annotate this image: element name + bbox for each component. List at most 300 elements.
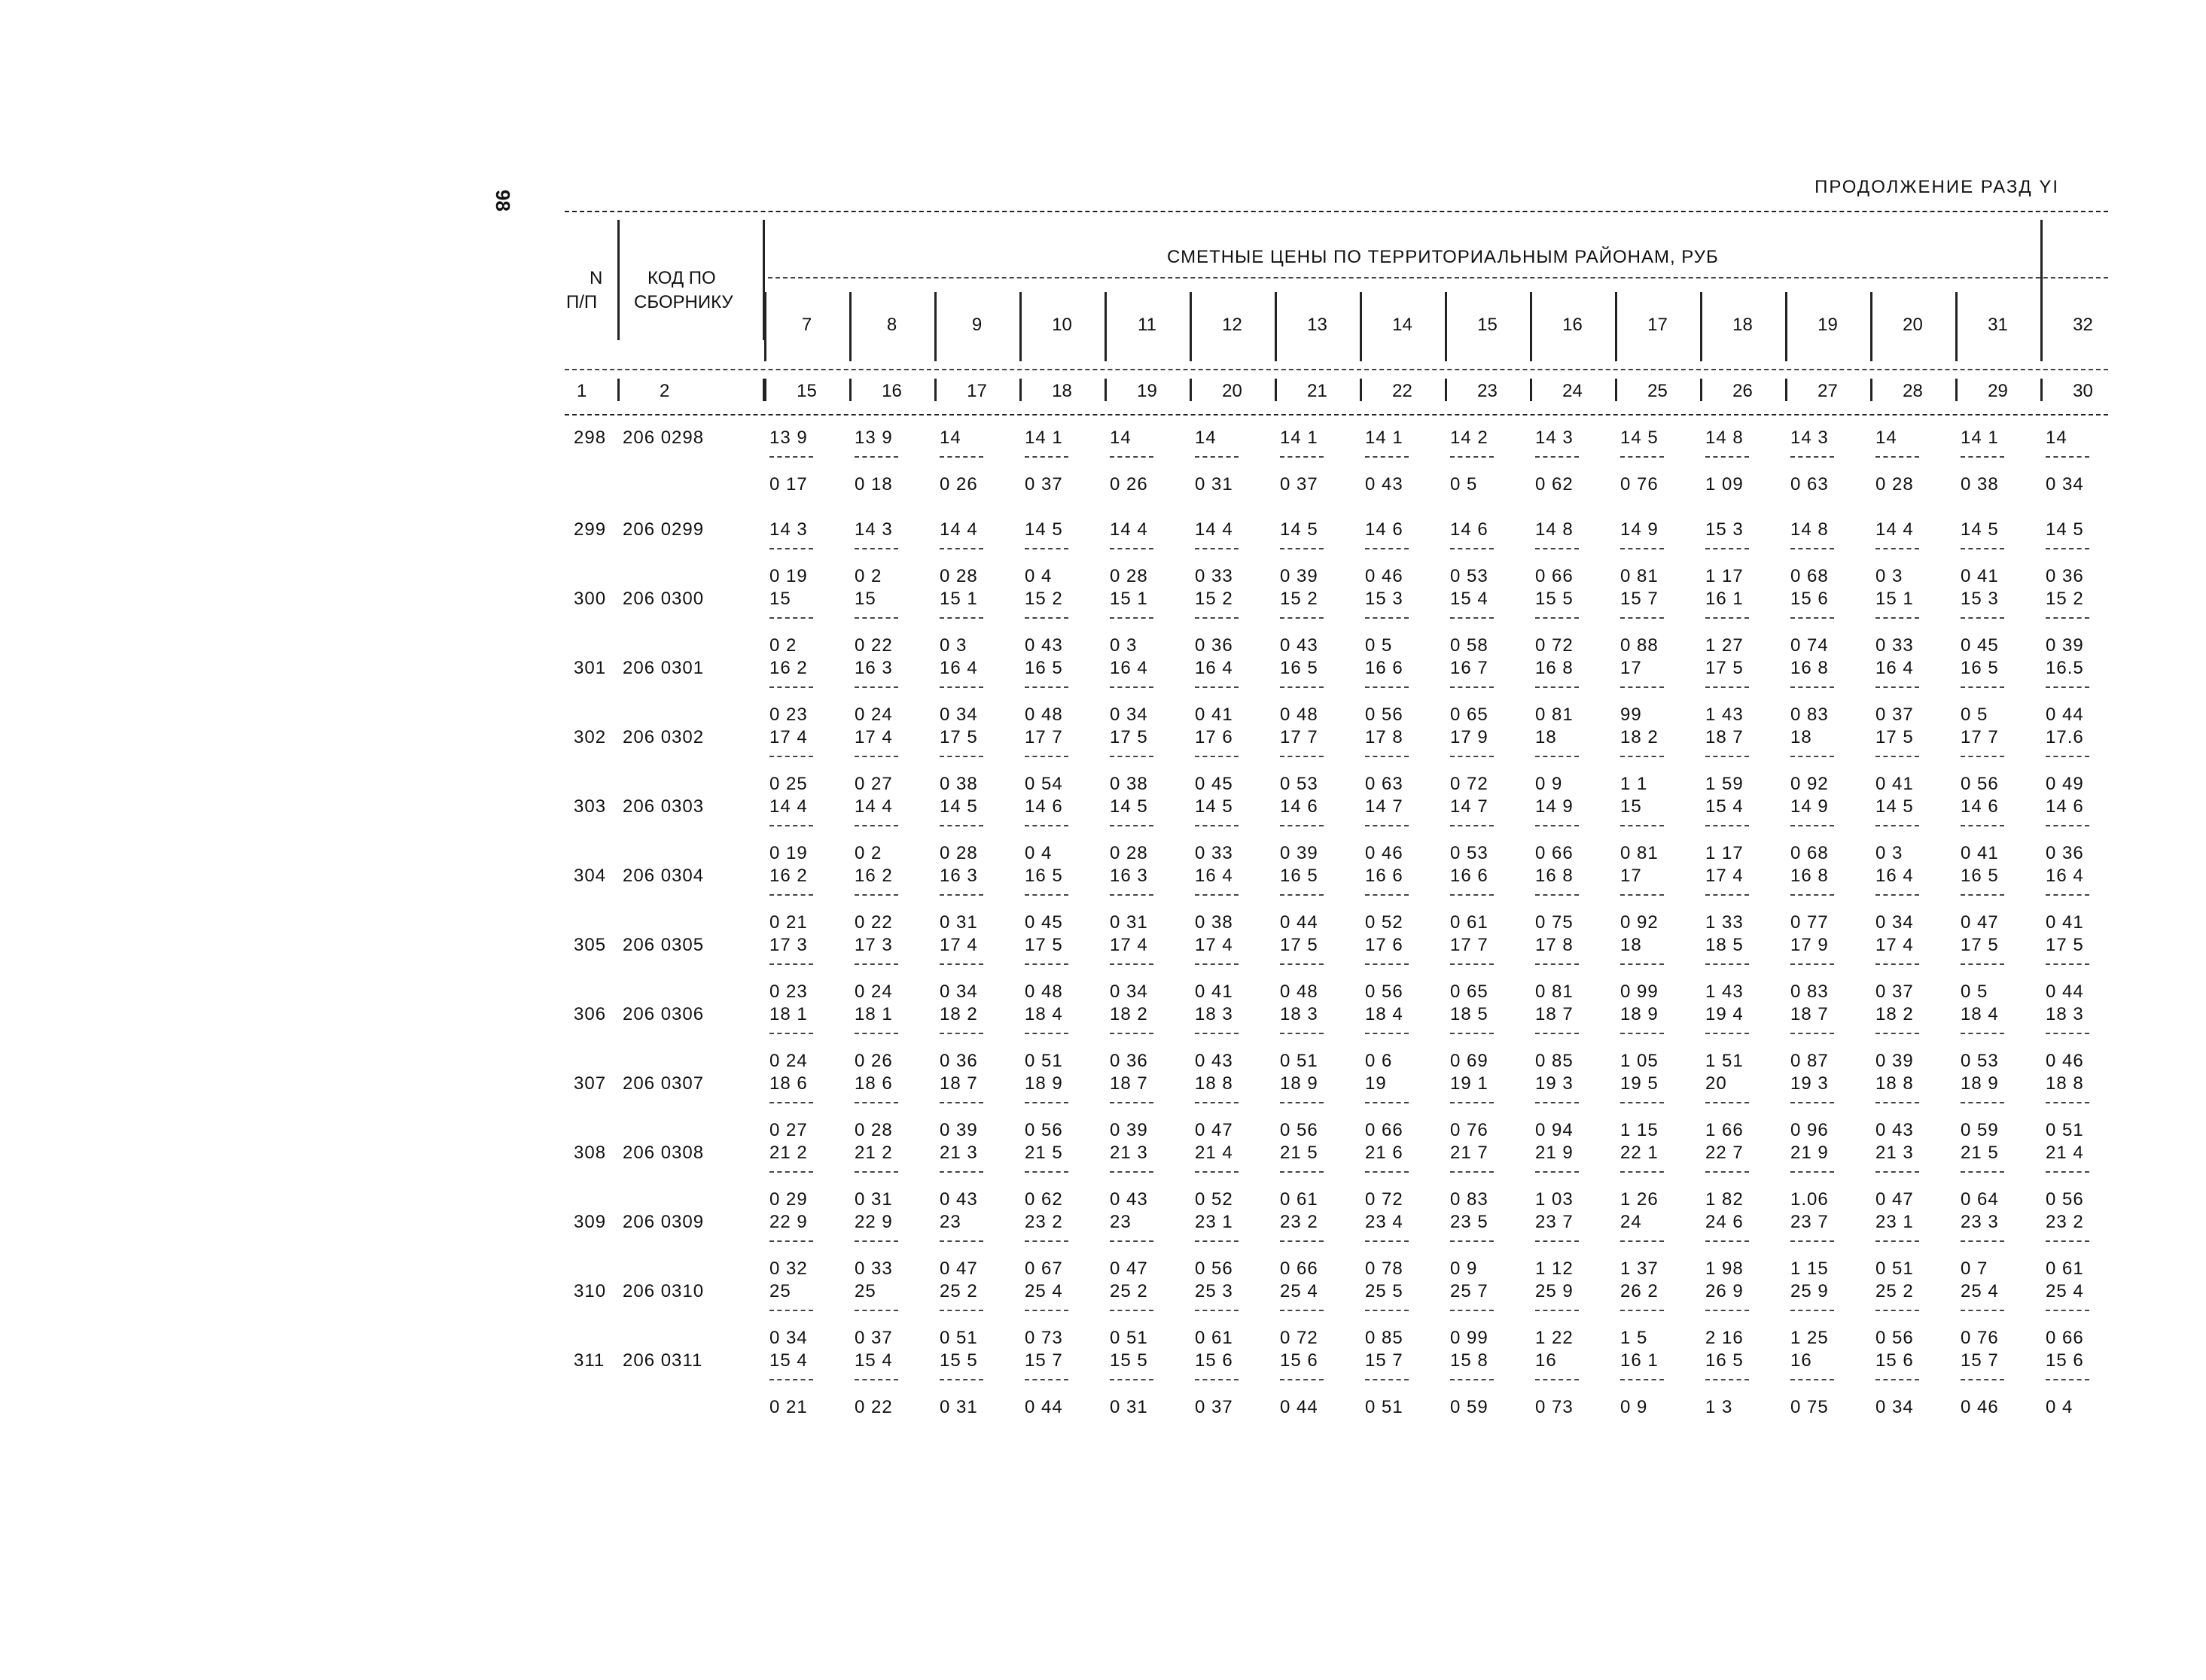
fraction-separator <box>1365 548 1409 549</box>
fraction-separator <box>1705 456 1749 458</box>
price-value: 15 3 <box>1961 589 1999 609</box>
row-number: 311 <box>574 1350 605 1371</box>
price-value: 17 5 <box>940 727 978 747</box>
fraction-separator <box>1620 1310 1664 1311</box>
price-value: 15 1 <box>1875 589 1914 609</box>
price-value: 18 <box>1790 727 1812 747</box>
fraction-separator <box>940 894 983 896</box>
fraction-separator <box>1535 1033 1579 1034</box>
price-value: 25 9 <box>1790 1281 1829 1301</box>
fraction-separator <box>1025 1102 1068 1103</box>
price-value-secondary: 1 51 <box>1705 1051 1744 1071</box>
price-value-secondary: 0 34 <box>1110 982 1148 1002</box>
price-value-secondary: 0 59 <box>1961 1120 1999 1140</box>
fraction-separator <box>1875 825 1919 826</box>
fraction-separator <box>1365 1310 1409 1311</box>
price-value-secondary: 0 28 <box>1110 843 1148 863</box>
price-value-secondary: 0 47 <box>1875 1189 1914 1210</box>
fraction-separator <box>855 963 898 965</box>
fraction-separator <box>1961 894 2004 896</box>
index-divider <box>1190 379 1192 401</box>
price-value-secondary: 0 61 <box>1195 1328 1233 1348</box>
fraction-separator <box>1875 617 1919 619</box>
price-value-secondary: 0 53 <box>1450 843 1488 863</box>
price-value: 17 <box>1620 866 1642 886</box>
price-value-secondary: 0 53 <box>1961 1051 1999 1071</box>
price-value: 14 <box>940 428 961 448</box>
price-value-secondary: 0 83 <box>1790 982 1829 1002</box>
price-value-secondary: 1.06 <box>1790 1189 1829 1210</box>
fraction-separator <box>1620 894 1664 896</box>
price-value: 18 7 <box>1535 1004 1574 1024</box>
price-value-secondary: 0 4 <box>1025 566 1053 586</box>
price-value-secondary: 0 34 <box>769 1328 808 1348</box>
price-value: 14 3 <box>855 519 893 540</box>
fraction-separator <box>1705 963 1749 965</box>
fraction-separator <box>1535 456 1579 458</box>
row-code: 206 0309 <box>623 1212 705 1232</box>
district-number: 11 <box>1138 315 1156 335</box>
fraction-separator <box>1535 1102 1579 1103</box>
fraction-separator <box>1961 1310 2004 1311</box>
fraction-separator <box>1195 617 1239 619</box>
fraction-separator <box>1620 1240 1664 1242</box>
row-code: 206 0299 <box>623 519 705 540</box>
price-value-secondary: 0 38 <box>1961 474 1999 495</box>
price-value-secondary: 0 73 <box>1535 1397 1574 1417</box>
price-value-secondary: 0 43 <box>1110 1189 1148 1210</box>
price-value: 14 9 <box>1535 796 1574 817</box>
price-value: 14 5 <box>2046 519 2084 540</box>
fraction-separator <box>1195 963 1239 965</box>
fraction-separator <box>1705 1379 1749 1380</box>
fraction-separator <box>1110 963 1153 965</box>
fraction-separator <box>1365 1171 1409 1173</box>
price-value: 14 5 <box>1961 519 1999 540</box>
fraction-separator <box>1535 1310 1579 1311</box>
fraction-separator <box>1705 1171 1749 1173</box>
fraction-separator <box>1110 1240 1153 1242</box>
price-value-secondary: 0 75 <box>1535 912 1574 933</box>
price-value: 25 4 <box>1025 1281 1063 1301</box>
price-value: 14 8 <box>1535 519 1574 540</box>
price-value: 20 <box>1705 1073 1727 1094</box>
price-value: 16 3 <box>1110 866 1148 886</box>
price-value-secondary: 0 21 <box>769 912 808 933</box>
index-number: 28 <box>1903 381 1923 401</box>
price-value-secondary: 0 59 <box>1450 1397 1488 1417</box>
fraction-separator <box>1110 686 1153 688</box>
fraction-separator <box>1875 1240 1919 1242</box>
fraction-separator <box>1535 894 1579 896</box>
fraction-separator <box>769 548 813 549</box>
fraction-separator <box>855 686 898 688</box>
price-value-secondary: 0 51 <box>1110 1328 1148 1348</box>
district-divider <box>1700 292 1702 361</box>
header-col-code: КОД ПО <box>647 268 716 288</box>
fraction-separator <box>1025 1240 1068 1242</box>
index-col-2: 2 <box>660 381 670 401</box>
price-value-secondary: 0 39 <box>940 1120 978 1140</box>
fraction-separator <box>1705 756 1749 757</box>
fraction-separator <box>1450 686 1494 688</box>
district-number: 20 <box>1903 315 1923 335</box>
price-value-secondary: 0 36 <box>940 1051 978 1071</box>
price-value: 14 <box>1875 428 1897 448</box>
fraction-separator <box>1110 1033 1153 1034</box>
fraction-separator <box>1450 1033 1494 1034</box>
price-value: 17 4 <box>940 935 978 955</box>
price-value-secondary: 0 34 <box>1875 1397 1914 1417</box>
fraction-separator <box>1961 756 2004 757</box>
price-value: 15 6 <box>1280 1350 1318 1371</box>
price-value: 17 9 <box>1450 727 1488 747</box>
fraction-separator <box>1875 894 1919 896</box>
fraction-separator <box>1790 1033 1834 1034</box>
price-value-secondary: 0 39 <box>1280 566 1318 586</box>
fraction-separator <box>1961 1379 2004 1380</box>
price-value: 14 3 <box>769 519 808 540</box>
price-value-secondary: 0 36 <box>1110 1051 1148 1071</box>
price-value: 17 4 <box>1875 935 1914 955</box>
fraction-separator <box>1705 1033 1749 1034</box>
price-value: 16 3 <box>940 866 978 886</box>
price-value-secondary: 0 33 <box>1875 635 1914 656</box>
price-value: 15 1 <box>1110 589 1148 609</box>
fraction-separator <box>1280 548 1324 549</box>
price-value-secondary: 0 41 <box>2046 912 2084 933</box>
price-value-secondary: 0 43 <box>1875 1120 1914 1140</box>
price-value: 13 9 <box>855 428 893 448</box>
price-value: 16 4 <box>1875 866 1914 886</box>
price-value-secondary: 0 66 <box>2046 1328 2084 1348</box>
price-value: 14 8 <box>1705 428 1744 448</box>
price-value-secondary: 1 05 <box>1620 1051 1659 1071</box>
price-value: 16 4 <box>1110 658 1148 678</box>
price-value-secondary: 0 33 <box>1195 566 1233 586</box>
price-value: 23 <box>940 1212 961 1232</box>
fraction-separator <box>1195 1171 1239 1173</box>
continuation-title: ПРОДОЛЖЕНИЕ РАЗД YI <box>1814 177 2059 197</box>
price-value: 23 1 <box>1195 1212 1233 1232</box>
fraction-separator <box>855 456 898 458</box>
price-value-secondary: 0 2 <box>769 635 797 656</box>
price-value-secondary: 0 94 <box>1535 1120 1574 1140</box>
fraction-separator <box>1705 1310 1749 1311</box>
fraction-separator <box>1535 963 1579 965</box>
fraction-separator <box>940 1240 983 1242</box>
district-number: 31 <box>1988 315 2008 335</box>
price-value-secondary: 0 77 <box>1790 912 1829 933</box>
fraction-separator <box>1280 894 1324 896</box>
price-value-secondary: 0 43 <box>1365 474 1403 495</box>
price-value: 14 7 <box>1450 796 1488 817</box>
price-value-secondary: 0 3 <box>1875 843 1903 863</box>
price-value: 14 5 <box>1875 796 1914 817</box>
fraction-separator <box>1961 686 2004 688</box>
price-value-secondary: 0 5 <box>1450 474 1478 495</box>
fraction-separator <box>1110 617 1153 619</box>
row-code: 206 0301 <box>623 658 705 678</box>
fraction-separator <box>2046 456 2089 458</box>
fraction-separator <box>1025 1310 1068 1311</box>
price-value-secondary: 0 81 <box>1620 843 1659 863</box>
fraction-separator <box>1365 894 1409 896</box>
fraction-separator <box>940 825 983 826</box>
price-value: 14 <box>1195 428 1217 448</box>
price-value: 17 5 <box>1961 935 1999 955</box>
price-value: 16 5 <box>1961 866 1999 886</box>
price-value: 18 <box>1535 727 1557 747</box>
fraction-separator <box>1450 1102 1494 1103</box>
price-value-secondary: 0 44 <box>2046 705 2084 725</box>
fraction-separator <box>1025 1171 1068 1173</box>
fraction-separator <box>1535 686 1579 688</box>
index-number: 23 <box>1477 381 1498 401</box>
price-value-secondary: 0 78 <box>1365 1258 1403 1279</box>
index-number: 22 <box>1392 381 1412 401</box>
row-number: 309 <box>574 1212 607 1232</box>
price-value: 16 2 <box>769 866 808 886</box>
price-value: 14 8 <box>1790 519 1829 540</box>
price-value-secondary: 0 44 <box>1025 1397 1063 1417</box>
price-value: 16 5 <box>1961 658 1999 678</box>
price-value-secondary: 0 36 <box>2046 843 2084 863</box>
price-value: 19 1 <box>1450 1073 1488 1094</box>
price-value: 18 8 <box>1195 1073 1233 1094</box>
price-value-secondary: 0 34 <box>2046 474 2084 495</box>
price-value-secondary: 0 38 <box>1110 774 1148 794</box>
price-value-secondary: 0 85 <box>1535 1051 1574 1071</box>
price-value: 23 7 <box>1790 1212 1829 1232</box>
fraction-separator <box>1705 686 1749 688</box>
row-code: 206 0311 <box>623 1350 703 1371</box>
fraction-separator <box>855 1310 898 1311</box>
price-value-secondary: 0 76 <box>1961 1328 1999 1348</box>
price-value-secondary: 0 41 <box>1195 705 1233 725</box>
fraction-separator <box>1875 1033 1919 1034</box>
index-divider <box>1019 379 1022 401</box>
fraction-separator <box>1535 1240 1579 1242</box>
district-number: 12 <box>1222 315 1242 335</box>
fraction-separator <box>1195 1379 1239 1380</box>
price-value-secondary: 0 56 <box>1365 705 1403 725</box>
price-value-secondary: 0 81 <box>1535 982 1574 1002</box>
fraction-separator <box>1705 1102 1749 1103</box>
group-title: СМЕТНЫЕ ЦЕНЫ ПО ТЕРРИТОРИАЛЬНЫМ РАЙОНАМ, РУБ <box>1167 247 1719 267</box>
price-value: 18 2 <box>1620 727 1659 747</box>
price-value: 15 7 <box>1961 1350 1999 1371</box>
price-value-secondary: 0 99 <box>1620 982 1659 1002</box>
fraction-separator <box>855 548 898 549</box>
fraction-separator <box>1280 1171 1324 1173</box>
price-value: 16 5 <box>1280 658 1318 678</box>
price-value-secondary: 0 26 <box>1110 474 1148 495</box>
price-value: 19 <box>1365 1073 1387 1094</box>
price-value: 21 7 <box>1450 1143 1488 1163</box>
row-code: 206 0308 <box>623 1143 705 1163</box>
price-value: 18 3 <box>2046 1004 2084 1024</box>
price-value: 17 6 <box>1195 727 1233 747</box>
price-value-secondary: 0 28 <box>1110 566 1148 586</box>
price-value-secondary: 1 12 <box>1535 1258 1574 1279</box>
fraction-separator <box>1110 825 1153 826</box>
index-divider <box>1360 379 1362 401</box>
price-value: 18 8 <box>2046 1073 2084 1094</box>
fraction-separator <box>940 1310 983 1311</box>
fraction-separator <box>769 894 813 896</box>
index-divider-n <box>617 379 620 401</box>
fraction-separator <box>769 1310 813 1311</box>
price-value-secondary: 0 66 <box>1535 843 1574 863</box>
price-value-secondary: 1 43 <box>1705 705 1744 725</box>
price-value-secondary: 0 31 <box>1110 912 1148 933</box>
price-value-secondary: 1 59 <box>1705 774 1744 794</box>
price-value-secondary: 0 37 <box>1875 982 1914 1002</box>
index-number: 24 <box>1562 381 1583 401</box>
fraction-separator <box>1110 456 1153 458</box>
price-value: 25 5 <box>1365 1281 1403 1301</box>
price-value: 15 6 <box>1195 1350 1233 1371</box>
price-value-secondary: 0 68 <box>1790 566 1829 586</box>
price-value: 14 <box>1110 428 1132 448</box>
price-value: 15 5 <box>940 1350 978 1371</box>
fraction-separator <box>1110 756 1153 757</box>
price-value-secondary: 0 44 <box>1280 912 1318 933</box>
price-value-secondary: 0 96 <box>1790 1120 1829 1140</box>
index-number: 27 <box>1818 381 1838 401</box>
price-value: 21 9 <box>1535 1143 1574 1163</box>
district-divider <box>2040 292 2043 361</box>
fraction-separator <box>1790 617 1834 619</box>
price-value: 24 <box>1620 1212 1642 1232</box>
price-value-secondary: 0 64 <box>1961 1189 1999 1210</box>
price-value: 15 4 <box>769 1350 808 1371</box>
price-value: 18 7 <box>1110 1073 1148 1094</box>
price-value-secondary: 0 52 <box>1365 912 1403 933</box>
fraction-separator <box>1875 1171 1919 1173</box>
fraction-separator <box>1535 825 1579 826</box>
price-value-secondary: 0 38 <box>1195 912 1233 933</box>
district-number: 14 <box>1392 315 1412 335</box>
fraction-separator <box>1280 1310 1324 1311</box>
price-value: 19 5 <box>1620 1073 1659 1094</box>
fraction-separator <box>2046 756 2089 757</box>
price-value: 18 2 <box>1875 1004 1914 1024</box>
group-title-rule <box>768 277 2108 278</box>
district-divider <box>1019 292 1022 361</box>
fraction-separator <box>1025 456 1068 458</box>
price-value: 25 2 <box>1875 1281 1914 1301</box>
price-value-secondary: 0 46 <box>1961 1397 1999 1417</box>
fraction-separator <box>1450 756 1494 757</box>
fraction-separator <box>1195 456 1239 458</box>
price-value: 16 5 <box>1025 658 1063 678</box>
price-value-secondary: 0 87 <box>1790 1051 1829 1071</box>
price-value: 23 1 <box>1875 1212 1914 1232</box>
district-number: 18 <box>1732 315 1753 335</box>
price-value-secondary: 0 88 <box>1620 635 1659 656</box>
district-number: 32 <box>2073 315 2093 335</box>
price-value: 18 2 <box>1110 1004 1148 1024</box>
price-value: 14 2 <box>1450 428 1488 448</box>
price-value-secondary: 0 51 <box>1875 1258 1914 1279</box>
fraction-separator <box>1620 1379 1664 1380</box>
price-value-secondary: 0 2 <box>855 566 882 586</box>
price-value-secondary: 0 62 <box>1535 474 1574 495</box>
price-value: 14 1 <box>1025 428 1063 448</box>
index-number: 19 <box>1137 381 1157 401</box>
fraction-separator <box>1620 825 1664 826</box>
price-value-secondary: 0 66 <box>1535 566 1574 586</box>
price-value-secondary: 0 33 <box>1195 843 1233 863</box>
price-value-secondary: 0 34 <box>1110 705 1148 725</box>
fraction-separator <box>1365 686 1409 688</box>
fraction-separator <box>1961 963 2004 965</box>
price-value: 18 7 <box>940 1073 978 1094</box>
price-value: 15 2 <box>2046 589 2084 609</box>
fraction-separator <box>1790 686 1834 688</box>
price-value-secondary: 1 98 <box>1705 1258 1744 1279</box>
price-value-secondary: 0 72 <box>1535 635 1574 656</box>
price-value-secondary: 0 23 <box>769 982 808 1002</box>
price-value: 14 4 <box>1195 519 1233 540</box>
price-value: 16 5 <box>1705 1350 1744 1371</box>
price-value-secondary: 0 4 <box>1025 843 1053 863</box>
fraction-separator <box>1195 1240 1239 1242</box>
price-value: 17 6 <box>1365 935 1403 955</box>
price-value-secondary: 0 83 <box>1790 705 1829 725</box>
fraction-separator <box>1705 825 1749 826</box>
price-value: 14 5 <box>1195 796 1233 817</box>
fraction-separator <box>1365 1240 1409 1242</box>
price-value-secondary: 0 51 <box>1025 1051 1063 1071</box>
fraction-separator <box>769 756 813 757</box>
price-value-secondary: 0 28 <box>855 1120 893 1140</box>
price-value: 21 5 <box>1025 1143 1063 1163</box>
header-col-n: N <box>590 268 603 288</box>
price-value: 17 5 <box>1280 935 1318 955</box>
price-value-secondary: 0 9 <box>1450 1258 1478 1279</box>
price-value-secondary: 0 7 <box>1961 1258 1988 1279</box>
price-value: 15 3 <box>1365 589 1403 609</box>
price-value-secondary: 0 39 <box>1875 1051 1914 1071</box>
fraction-separator <box>1110 1171 1153 1173</box>
price-value: 16 4 <box>2046 866 2084 886</box>
price-value: 21 5 <box>1280 1143 1318 1163</box>
fraction-separator <box>855 1102 898 1103</box>
price-value: 18 4 <box>1961 1004 1999 1024</box>
price-value-secondary: 0 54 <box>1025 774 1063 794</box>
fraction-separator <box>1195 1033 1239 1034</box>
index-number: 25 <box>1647 381 1668 401</box>
price-value-secondary: 1 33 <box>1705 912 1744 933</box>
fraction-separator <box>769 1379 813 1380</box>
header-col-code-sub: СБОРНИКУ <box>634 292 733 312</box>
price-value: 15 5 <box>1110 1350 1148 1371</box>
fraction-separator <box>769 1171 813 1173</box>
price-value-secondary: 0 36 <box>1195 635 1233 656</box>
price-value: 14 5 <box>1110 796 1148 817</box>
price-value-secondary: 0 72 <box>1280 1328 1318 1348</box>
price-value: 17.6 <box>2046 727 2084 747</box>
fraction-separator <box>855 894 898 896</box>
index-divider <box>1530 379 1532 401</box>
price-value: 25 9 <box>1535 1281 1574 1301</box>
fraction-separator <box>769 825 813 826</box>
price-value-secondary: 0 21 <box>769 1397 808 1417</box>
price-value-secondary: 0 24 <box>855 705 893 725</box>
